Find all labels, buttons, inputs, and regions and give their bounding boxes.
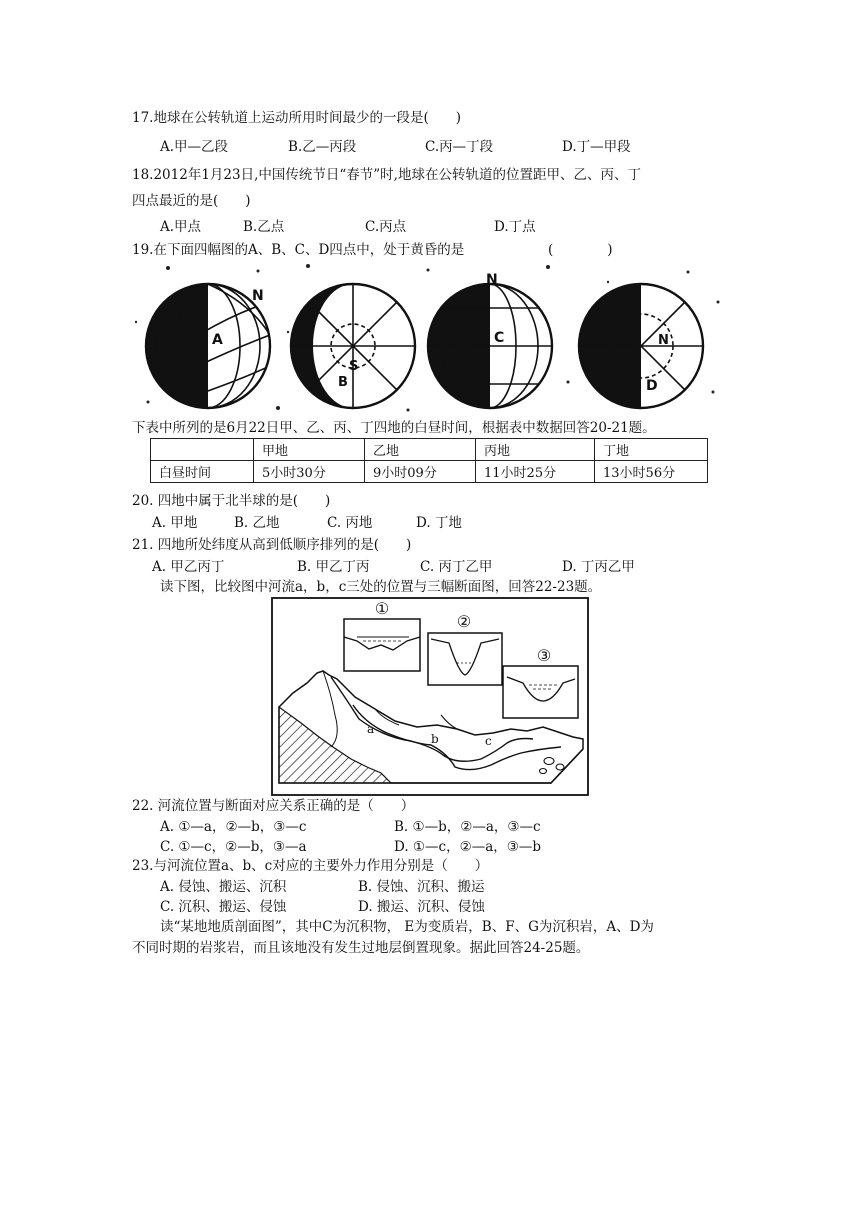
table-cell-bing: 11小时25分 bbox=[476, 461, 595, 483]
q23-option-b: B. 侵蚀、沉积、搬运 bbox=[358, 879, 485, 895]
globe-3-label-c: C bbox=[494, 330, 505, 346]
daylight-globes-figure bbox=[128, 262, 728, 414]
q22-option-c: C. ①—c，②—b，③—a bbox=[160, 839, 307, 855]
q22-stem: 22. 河流位置与断面对应关系正确的是（ ） bbox=[132, 798, 415, 814]
q23-option-a: A. 侵蚀、搬运、沉积 bbox=[160, 879, 287, 895]
geology-intro-line1: 读“某地地质剖面图”，其中C为沉积物， E为变质岩，B、F、G为沉积岩，A、D为 bbox=[160, 919, 654, 935]
q20-option-b: B. 乙地 bbox=[234, 515, 280, 531]
q20-option-d: D. 丁地 bbox=[416, 515, 462, 531]
section-label-2: ② bbox=[456, 612, 472, 631]
table-header-bing: 丙地 bbox=[476, 439, 595, 461]
q18-option-c: C.丙点 bbox=[365, 219, 407, 235]
q23-option-d: D. 搬运、沉积、侵蚀 bbox=[358, 899, 485, 915]
table-cell-jia: 5小时30分 bbox=[254, 461, 365, 483]
table-header-yi: 乙地 bbox=[365, 439, 476, 461]
q17-option-a: A.甲—乙段 bbox=[160, 139, 229, 155]
section-label-3: ③ bbox=[536, 646, 552, 665]
q22-option-d: D. ①—c，②—a，③—b bbox=[394, 839, 541, 855]
q18-stem-line2: 四点最近的是( ) bbox=[132, 193, 251, 209]
table-intro: 下表中所列的是6月22日甲、乙、丙、丁四地的白昼时间，根据表中数据回答20-21题。 bbox=[132, 420, 656, 436]
section-label-1: ① bbox=[374, 599, 390, 618]
q20-option-c: C. 丙地 bbox=[327, 515, 373, 531]
globe-1-label-n: N bbox=[252, 288, 264, 304]
globe-4-label-d: D bbox=[646, 378, 658, 394]
q20-option-a: A. 甲地 bbox=[152, 515, 198, 531]
globe-3-label-n: N bbox=[486, 272, 498, 288]
q18-option-b: B.乙点 bbox=[243, 219, 285, 235]
table-header-ding: 丁地 bbox=[595, 439, 708, 461]
q17-option-b: B.乙—丙段 bbox=[288, 139, 357, 155]
q21-option-b: B. 甲乙丁丙 bbox=[297, 559, 370, 575]
geology-intro-line2: 不同时期的岩浆岩，而且该地没有发生过地层倒置现象。据此回答24-25题。 bbox=[132, 940, 590, 956]
q21-option-c: C. 丙丁乙甲 bbox=[420, 559, 493, 575]
q17-option-d: D.丁—甲段 bbox=[562, 139, 631, 155]
table-cell-yi: 9小时09分 bbox=[365, 461, 476, 483]
table-row-label: 白昼时间 bbox=[151, 461, 254, 483]
globe-4-label-n: N bbox=[658, 333, 669, 348]
q23-option-c: C. 沉积、搬运、侵蚀 bbox=[160, 899, 287, 915]
q20-stem: 20. 四地中属于北半球的是( ) bbox=[132, 493, 331, 509]
q21-option-d: D. 丁丙乙甲 bbox=[562, 559, 635, 575]
q22-option-b: B. ①—b，②—a，③—c bbox=[394, 819, 541, 835]
table-row bbox=[151, 461, 708, 483]
river-point-b: b bbox=[431, 732, 439, 746]
q22-option-a: A. ①—a，②—b，③—c bbox=[160, 819, 307, 835]
q18-stem-line1: 18.2012年1月23日,中国传统节日“春节”时,地球在公转轨道的位置距甲、乙、丙、丁 bbox=[132, 167, 641, 183]
q19-answer-paren: ( ) bbox=[548, 242, 613, 258]
table-header-row bbox=[151, 439, 708, 461]
globe-2-label-b: B bbox=[338, 375, 348, 390]
q18-option-a: A.甲点 bbox=[160, 219, 202, 235]
q19-stem: 19.在下面四幅图的A、B、C、D四点中，处于黄昏的是 bbox=[132, 242, 465, 258]
river-section-figure bbox=[271, 597, 589, 796]
q21-stem: 21. 四地所处纬度从高到低顺序排列的是( ) bbox=[132, 537, 412, 553]
q17-stem: 17.地球在公转轨道上运动所用时间最少的一段是( ) bbox=[132, 110, 462, 126]
globe-1-label-a: A bbox=[212, 332, 223, 348]
q18-option-d: D.丁点 bbox=[494, 219, 536, 235]
river-point-a: a bbox=[367, 722, 375, 736]
river-intro: 读下图，比较图中河流a，b，c三处的位置与三幅断面图，回答22-23题。 bbox=[160, 579, 602, 595]
q17-option-c: C.丙—丁段 bbox=[425, 139, 494, 155]
river-point-c: c bbox=[485, 734, 492, 748]
q23-stem: 23.与河流位置a、b、c对应的主要外力作用分别是（ ） bbox=[132, 858, 489, 874]
table-header-empty bbox=[151, 439, 254, 461]
daylength-table bbox=[150, 438, 708, 483]
q21-option-a: A. 甲乙丙丁 bbox=[152, 559, 225, 575]
table-header-jia: 甲地 bbox=[254, 439, 365, 461]
table-cell-ding: 13小时56分 bbox=[595, 461, 708, 483]
globe-2-label-s: S bbox=[349, 359, 359, 374]
